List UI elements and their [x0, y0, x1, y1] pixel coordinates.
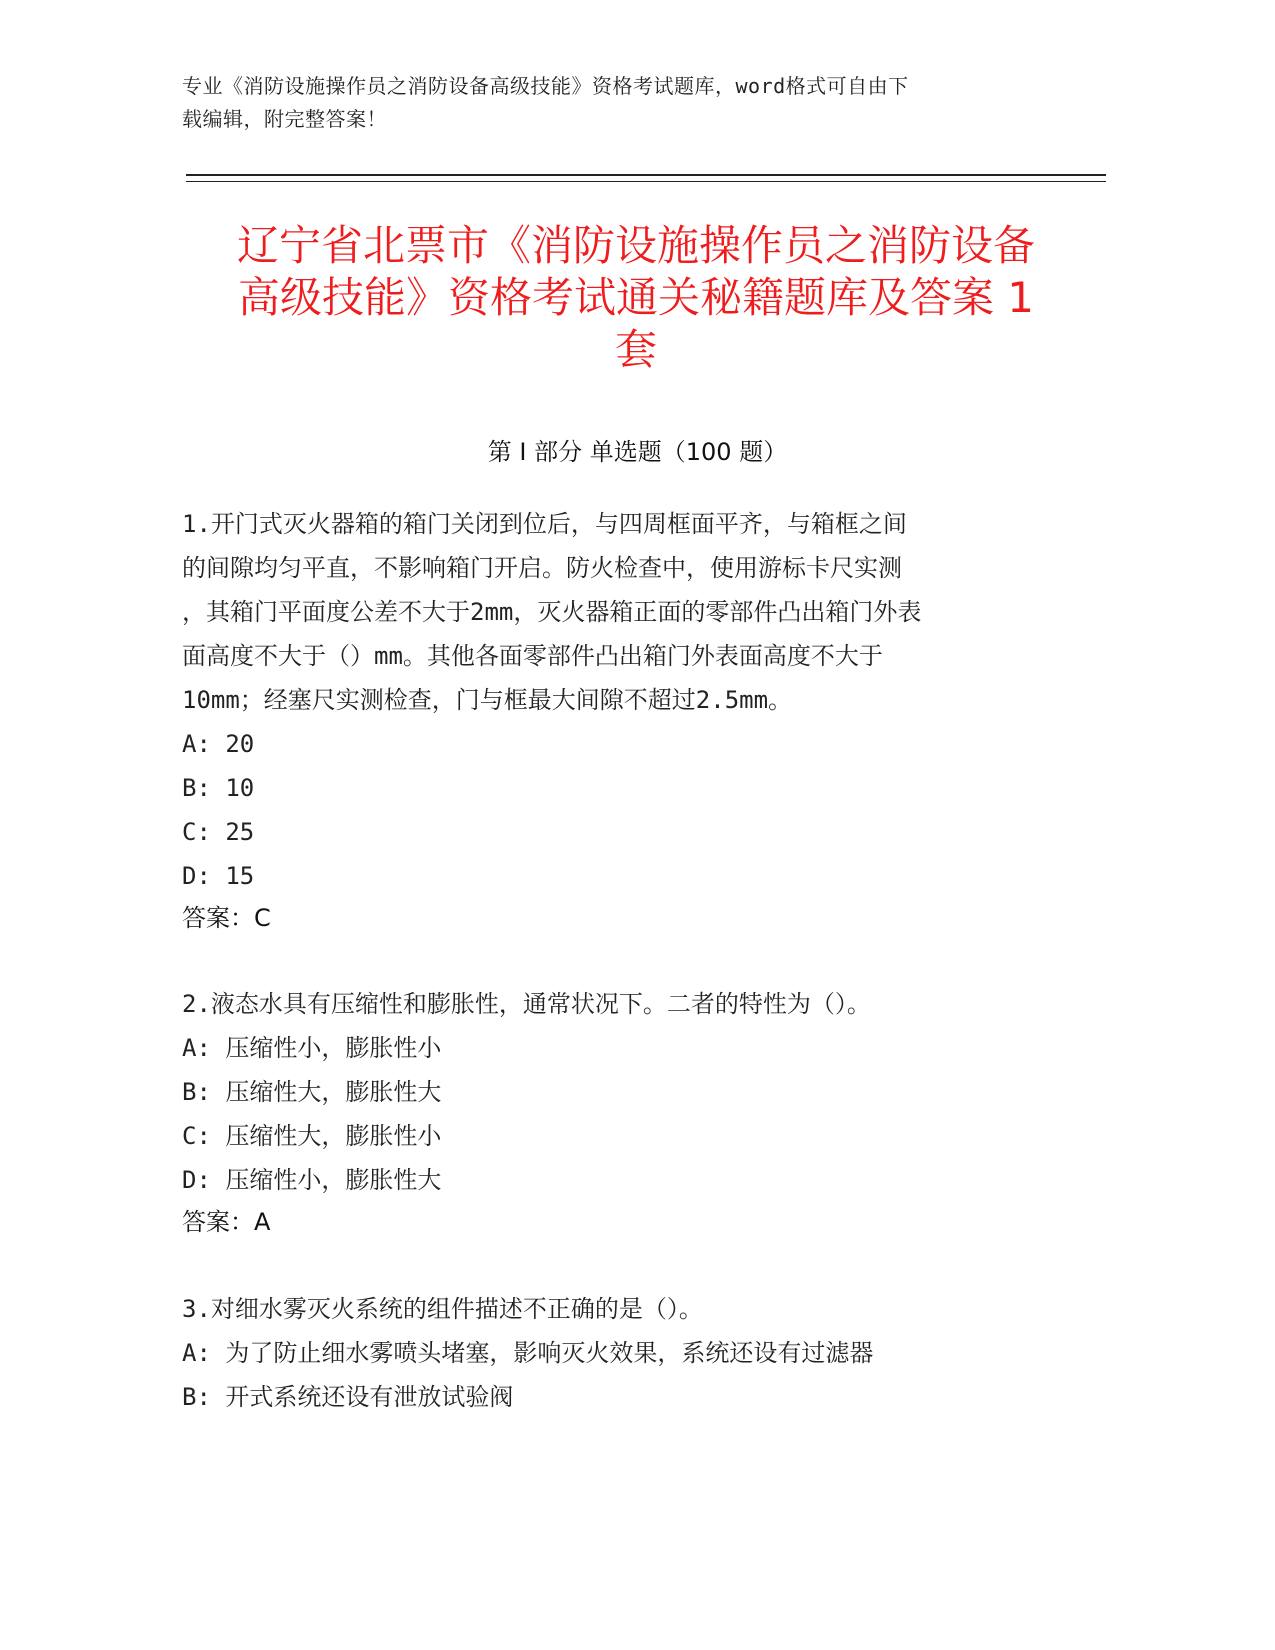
header-note-line-2: 载编辑，附完整答案！ [182, 107, 387, 131]
question-1-stem-line-3: ，其箱门平面度公差不大于2mm，灭火器箱正面的零部件凸出箱门外表 [182, 598, 922, 626]
question-2-stem-line-1: 2.液态水具有压缩性和膨胀性，通常状况下。二者的特性为（）。 [182, 990, 871, 1018]
question-3-option-b: B: 开式系统还设有泄放试验阀 [182, 1383, 514, 1411]
header-divider-thin [186, 181, 1106, 182]
question-2-option-b: B: 压缩性大，膨胀性大 [182, 1078, 442, 1106]
title-line-2: 高级技能》资格考试通关秘籍题库及答案 1 [237, 273, 1035, 322]
question-1-stem-line-1: 1.开门式灭火器箱的箱门关闭到位后，与四周框面平齐，与箱框之间 [182, 510, 907, 538]
question-2-option-c: C: 压缩性大，膨胀性小 [182, 1122, 442, 1150]
title-line-1: 辽宁省北票市《消防设施操作员之消防设备 [236, 221, 1035, 270]
question-3-stem-line-1: 3.对细水雾灭火系统的组件描述不正确的是（）。 [182, 1295, 703, 1323]
question-3-option-a: A: 为了防止细水雾喷头堵塞，影响灭火效果，系统还设有过滤器 [182, 1339, 874, 1367]
header-note-line-1: 专业《消防设施操作员之消防设备高级技能》资格考试题库，word格式可自由下 [182, 74, 909, 98]
section-heading: 第 I 部分 单选题（100 题） [487, 438, 788, 466]
question-1-option-b: B: 10 [182, 774, 255, 802]
question-2-answer: 答案：A [182, 1208, 271, 1236]
header-divider-thick [186, 174, 1106, 176]
question-2-option-a: A: 压缩性小，膨胀性小 [182, 1034, 442, 1062]
question-1-stem-line-2: 的间隙均匀平直，不影响箱门开启。防火检查中，使用游标卡尺实测 [182, 554, 902, 582]
title-line-3: 套 [614, 325, 657, 374]
question-1-stem-line-5: 10mm；经塞尺实测检查，门与框最大间隙不超过2.5mm。 [182, 686, 793, 714]
question-1-answer: 答案：C [182, 904, 271, 932]
question-1-option-d: D: 15 [182, 862, 255, 890]
question-1-stem-line-4: 面高度不大于（）mm。其他各面零部件凸出箱门外表面高度不大于 [182, 642, 883, 670]
question-1-option-a: A: 20 [182, 730, 255, 758]
question-1-option-c: C: 25 [182, 818, 255, 846]
question-2-option-d: D: 压缩性小，膨胀性大 [182, 1166, 442, 1194]
header-note [182, 70, 1042, 136]
document-title [186, 220, 1086, 376]
